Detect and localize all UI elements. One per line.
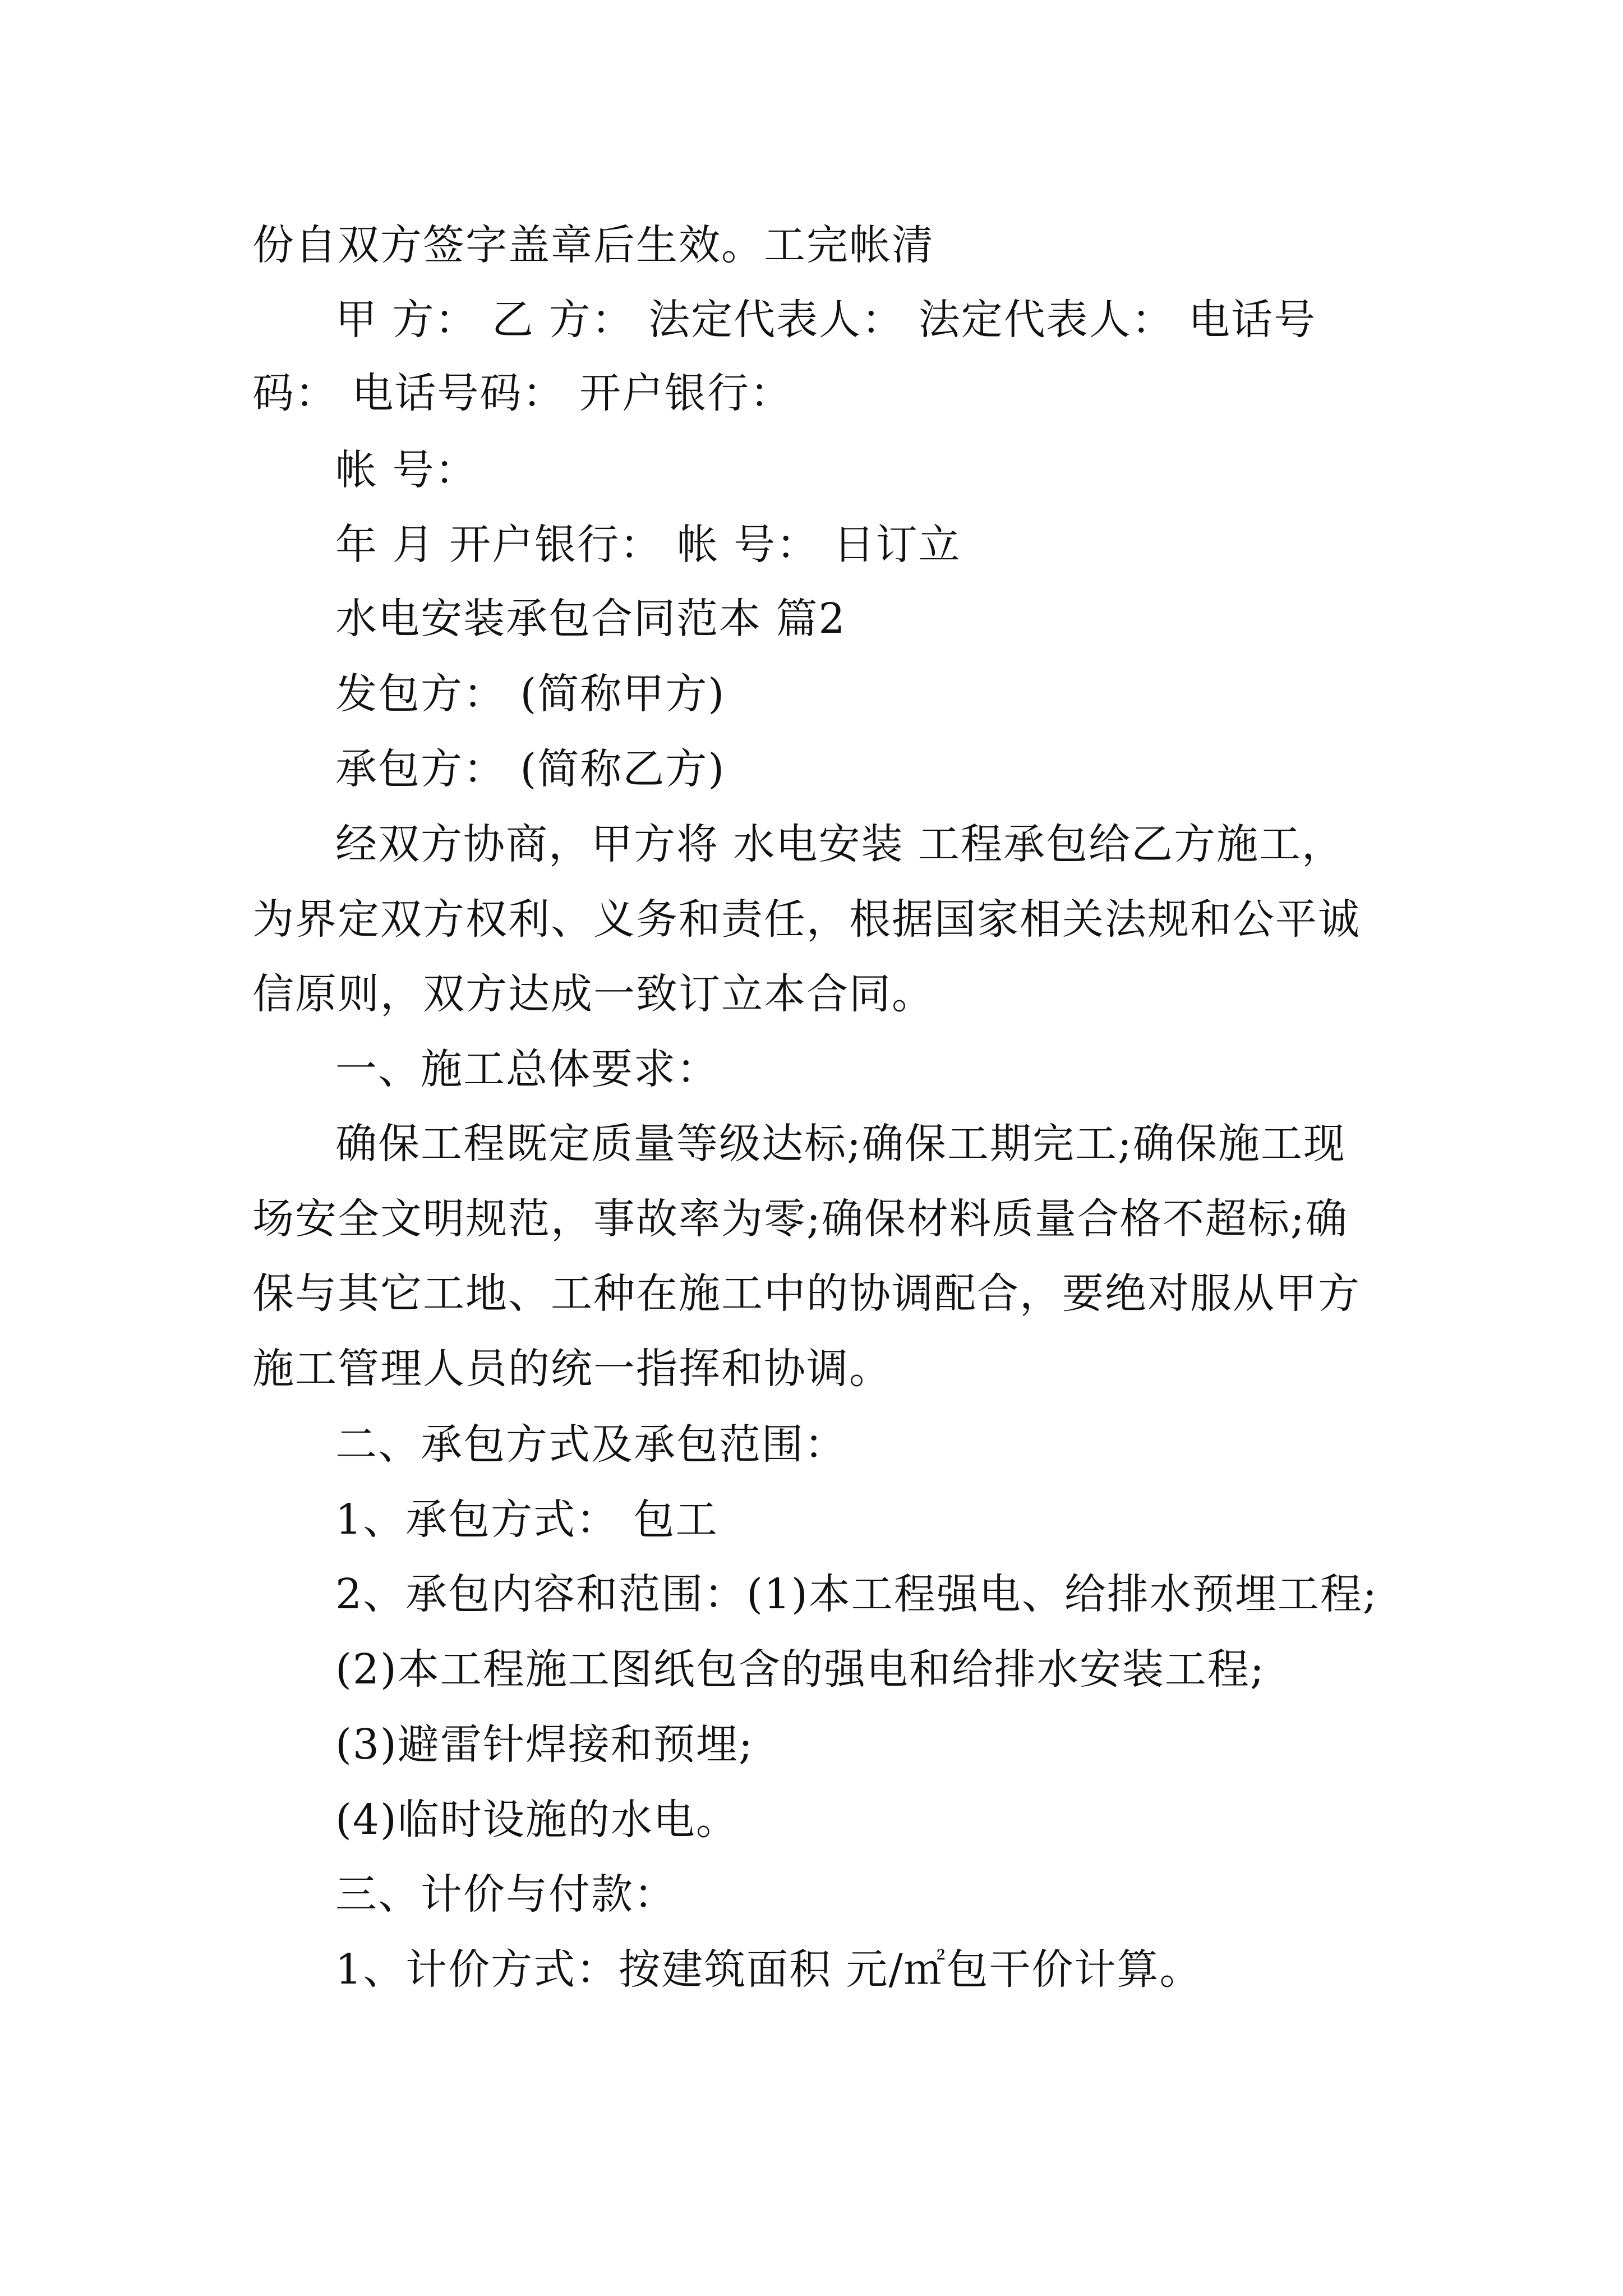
text-line-4: 帐 号： <box>335 446 478 494</box>
text-line-5: 年 月 开户银行： 帐 号： 日订立 <box>335 521 961 569</box>
text-line-3: 码： 电话号码： 开户银行： <box>252 369 793 417</box>
text-line-15: 保与其它工地、工种在施工中的协调配合，要绝对服从甲方 <box>252 1269 1361 1318</box>
text-line-22: (4)临时设施的水电。 <box>335 1796 739 1844</box>
text-line-12: 一、施工总体要求： <box>335 1045 719 1093</box>
text-line-18: 1、承包方式： 包工 <box>335 1496 718 1544</box>
text-line-6: 水电安装承包合同范本 篇2 <box>335 595 846 643</box>
text-line-20: (2)本工程施工图纸包含的强电和给排水安装工程; <box>335 1645 1265 1694</box>
text-line-10: 为界定双方权利、义务和责任，根据国家相关法规和公平诚 <box>252 895 1361 944</box>
text-line-24: 1、计价方式：按建筑面积 元/㎡包干价计算。 <box>335 1945 1202 1994</box>
text-line-21: (3)避雷针焊接和预埋; <box>335 1720 754 1769</box>
text-line-7: 发包方： (简称甲方) <box>335 670 726 718</box>
text-line-17: 二、承包方式及承包范围： <box>335 1420 847 1469</box>
text-line-19: 2、承包内容和范围：(1)本工程强电、给排水预埋工程; <box>335 1570 1378 1618</box>
text-line-16: 施工管理人员的统一指挥和协调。 <box>252 1345 892 1393</box>
text-line-2: 甲 方： 乙 方： 法定代表人： 法定代表人： 电话号 <box>335 296 1317 344</box>
text-line-1: 份自双方签字盖章后生效。工完帐清 <box>252 221 934 269</box>
text-line-13: 确保工程既定质量等级达标;确保工期完工;确保施工现 <box>335 1120 1346 1168</box>
text-line-14: 场安全文明规范，事故率为零;确保材料质量合格不超标;确 <box>252 1195 1348 1243</box>
text-line-9: 经双方协商，甲方将 水电安装 工程承包给乙方施工， <box>335 820 1345 868</box>
text-line-11: 信原则，双方达成一致订立本合同。 <box>252 970 934 1018</box>
text-line-23: 三、计价与付款： <box>335 1870 676 1918</box>
text-line-8: 承包方： (简称乙方) <box>335 745 726 793</box>
